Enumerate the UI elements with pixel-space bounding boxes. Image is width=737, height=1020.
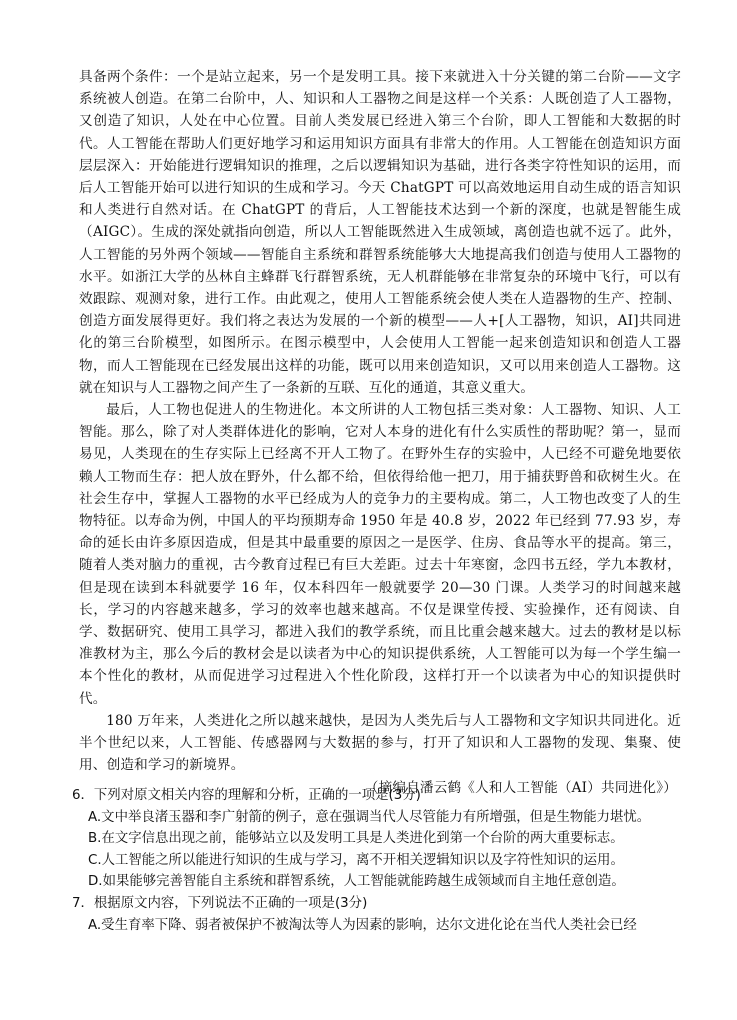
question-option-a: A.文中举良渚玉器和李广射箭的例子，意在强调当代人尽管能力有所增强，但是生物能力堪忧。 [88, 809, 651, 825]
question-6 [72, 785, 684, 893]
question-option-d: D.如果能够完善智能自主系统和群智系统，人工智能就能跨越生成领域而自主地任意创造。 [88, 874, 625, 890]
passage-paragraph-1: 具备两个条件：一个是站立起来，另一个是发明工具。接下来就进入十分关键的第二台阶——文字系统被人创造。在第二台阶中，人、知识和人工器物之间是这样一个关系：人既创造了人工器物，又创造了知识，人处在中心位置。目前人类发展已经进入第三个台阶，即人工智能和大数据的时代。人工智能在帮助人们更好地学习和运用知识方面具有非常大的作用。人工智能在创造知识方面层层深入：开始能进行逻辑知识的推理，之后以逻辑知识为基础，进行各类字符性知识的运用，而后人工智能开始可以进行知识的生成和学习。今天 ChatGPT 可以高效地运用自动生成的语言知识和人类进行自然对话。在 ChatGPT 的背后，人工智能技术达到一个新的深度，也就是智能生成（AIGC）。生成的深处就指向创造，所以人工智能既然进入生成领域，离创造也就不远了。此外，人工智能的另外两个领域——智能自主系统和群智系统能够大大地提高我们创造与使用人工器物的水平。如浙江大学的丛林自主蜂群飞行群智系统，无人机群能够在非常复杂的环境中飞行，可以有效跟踪、观测对象，进行工作。由此观之，使用人工智能系统会使人类在人造器物的生产、控制、创造方面发展得更好。我们将之表达为发展的一个新的模型——人+[人工器物，知识，AI]共同进化的第三台阶模型，如图所示。在图示模型中，人会使用人工智能一起来创造知识和创造人工器物，而人工智能现在已经发展出这样的功能，既可以用来创造知识，又可以用来创造人工器物。这就在知识与人工器物之间产生了一条新的互联、互化的通道，其意义重大。 [79, 69, 681, 396]
question-stem: 6．下列对原文相关内容的理解和分析，正确的一项是(3分) [72, 788, 421, 803]
question-7 [72, 893, 684, 936]
reading-passage [79, 66, 681, 799]
question-option-a: A.受生育率下降、弱者被保护不被淘汰等人为因素的影响，达尔文进化论在当代人类社会已经 [88, 917, 637, 933]
question-option-b: B.在文字信息出现之前，能够站立以及发明工具是人类进化到第一个台阶的两大重要标志。 [88, 831, 624, 847]
passage-paragraph-3: 180 万年来，人类进化之所以越来越快，是因为人类先后与人工器物和文字知识共同进化。近半个世纪以来，人工智能、传感器网与大数据的参与，打开了知识和人工器物的发现、集聚、使用、创造和学习的新境界。 [79, 712, 681, 774]
question-stem: 7．根据原文内容，下列说法不正确的一项是(3分) [72, 895, 368, 911]
question-option-c: C.人工智能之所以能进行知识的生成与学习，离不开相关逻辑知识以及字符性知识的运用。 [88, 852, 624, 868]
passage-source: （摘编自潘云鹤《人和人工智能（AI）共同进化》） [364, 779, 677, 796]
question-section [72, 785, 684, 936]
passage-paragraph-2: 最后，人工物也促进人的生物进化。本文所讲的人工物包括三类对象：人工器物、知识、人工智能。那么，除了对人类群体进化的影响，它对人本身的进化有什么实质性的帮助呢？第一，显而易见，人类现在的生存实际上已经离不开人工物了。在野外生存的实验中，人已经不可避免地要依赖人工物而生存：把人放在野外，什么都不给，但依得给他一把刀，用于捕获野兽和砍树生火。在社会生存中，掌握人工器物的水平已经成为人的竞争力的主要构成。第二，人工物也改变了人的生物特征。以寿命为例，中国人的平均预期寿命 1950 年是 40.8 岁，2022 年已经到 77.93 岁，寿命的延长由许多原因造成，但是其中最重要的原因之一是医学、住房、食品等水平的提高。第三，随着人类对脑力的重视，古今教育过程已有巨大差距。过去十年寒窗，念四书五经，学九本教材，但是现在读到本科就要学 16 年，仅本科四年一般就要学 20—30 门课。人类学习的时间越来越长，学习的内容越来越多，学习的效率也越来越高。不仅是课堂传授、实验操作，还有阅读、自学、数据研究、使用工具学习，都进入我们的教学系统，而且比重会越来越大。过去的教材是以标准教材为主，那么今后的教材会是以读者为中心的知识提供系统，人工智能可以为每一个学生编一本个性化的教材，从而促进学习过程进入个性化阶段，这样打开一个以读者为中心的知识提供时代。 [79, 402, 681, 707]
